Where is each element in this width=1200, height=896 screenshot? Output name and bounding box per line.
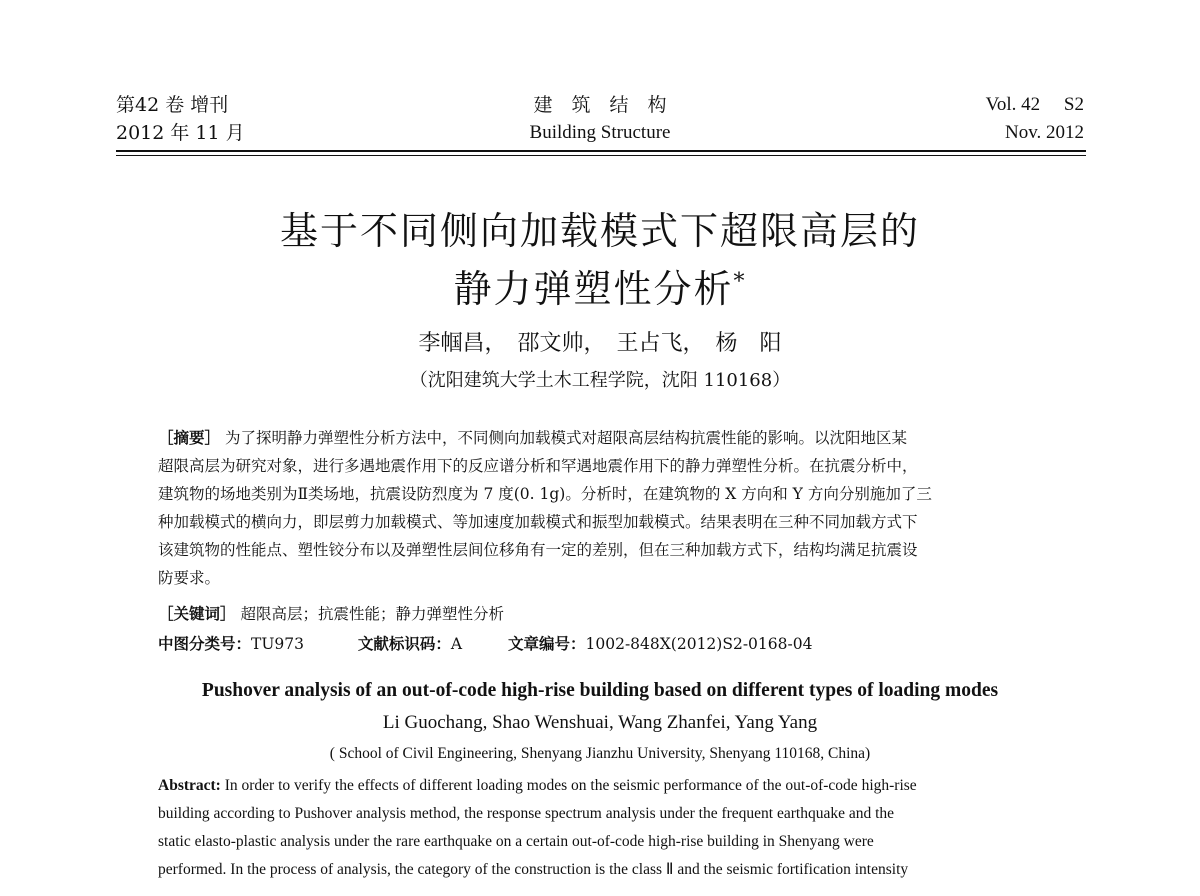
keywords-cn [158, 600, 1048, 628]
keywords-cn-label: ［关键词］ [158, 604, 236, 623]
abstract-cn [158, 424, 1048, 592]
journal-name-cn: 建 筑 结 构 [533, 94, 667, 116]
abstract-cn-line: 种加载模式的横向力，即层剪力加载模式、等加速度加载模式和振型加载模式。结果表明在三种不同加载方式下 [158, 513, 918, 531]
classification-line [158, 630, 1048, 658]
abstract-cn-label: ［摘要］ [158, 428, 221, 447]
abstract-cn-line: 防要求。 [158, 569, 221, 587]
abstract-en-line: Abstract: In order to verify the effects of different loading modes on the seismic performance of the out-of-code high-rise [158, 777, 917, 794]
clc-value: TU973 [251, 635, 305, 653]
abstract-en-line: performed. In the process of analysis, the category of the construction is the class Ⅱ and the seismic fortification intensity [158, 861, 909, 878]
paper-title-text: 静力弹塑性分析 [453, 267, 734, 311]
journal-issue: 第42 卷 增刊 [116, 94, 229, 116]
journal-month: Nov. 2012 [1005, 122, 1084, 143]
journal-volume: Vol. 42 S2 [985, 94, 1084, 115]
paper-title-en: Pushover analysis of an out-of-code high-rise building based on different types of loading modes [201, 680, 999, 701]
authors-cn: 李帼昌， 邵文帅， 王占飞， 杨 阳 [418, 331, 782, 356]
abstract-cn-line: ［摘要］ 为了探明静力弹塑性分析方法中，不同侧向加载模式对超限高层结构抗震性能的影响。以沈阳地区某 [158, 428, 907, 447]
header-rule-thin [116, 155, 1086, 156]
abstract-en [158, 772, 1048, 884]
footnote-marker: * [733, 269, 747, 295]
affiliation-cn: （沈阳建筑大学土木工程学院，沈阳 110168） [409, 370, 791, 391]
abstract-cn-line: 超限高层为研究对象，进行多遇地震作用下的反应谱分析和罕遇地震作用下的静力弹塑性分析。在抗震分析中， [158, 457, 918, 475]
abstract-en-line: building according to Pushover analysis method, the response spectrum analysis under the frequent earthquake and the [158, 805, 895, 822]
paper-title-line2 [0, 258, 1200, 313]
article-number-value: 1002-848X(2012)S2-0168-04 [585, 635, 813, 653]
abstract-en-label: Abstract: [158, 777, 221, 794]
abstract-cn-line: 建筑物的场地类别为Ⅱ类场地，抗震设防烈度为 7 度(0. 1g)。分析时，在建筑物的 X 方向和 Y 方向分别施加了三 [158, 485, 932, 503]
paper-title-line1: 基于不同侧向加载模式下超限高层的 [279, 209, 920, 253]
keywords-cn-text: 超限高层；抗震性能；静力弹塑性分析 [240, 605, 504, 623]
journal-name-en: Building Structure [529, 122, 671, 143]
doc-code-label: 文献标识码： [357, 634, 451, 653]
abstract-en-line: static elasto-plastic analysis under the rare earthquake on a certain out-of-code high-rise building in Shenyang were [158, 833, 874, 850]
authors-en: Li Guochang, Shao Wenshuai, Wang Zhanfei, Yang Yang [382, 712, 818, 733]
journal-date: 2012 年 11 月 [116, 122, 245, 144]
affiliation-en: ( School of Civil Engineering, Shenyang Jianzhu University, Shenyang 110168, China) [329, 745, 871, 762]
clc-label: 中图分类号： [158, 634, 252, 653]
doc-code-value: A [450, 635, 463, 653]
abstract-cn-line: 该建筑物的性能点、塑性铰分布以及弹塑性层间位移角有一定的差别，但在三种加载方式下，结构均满足抗震设 [158, 541, 918, 559]
article-number-label: 文章编号： [507, 634, 586, 653]
header-rule-thick [116, 150, 1086, 152]
